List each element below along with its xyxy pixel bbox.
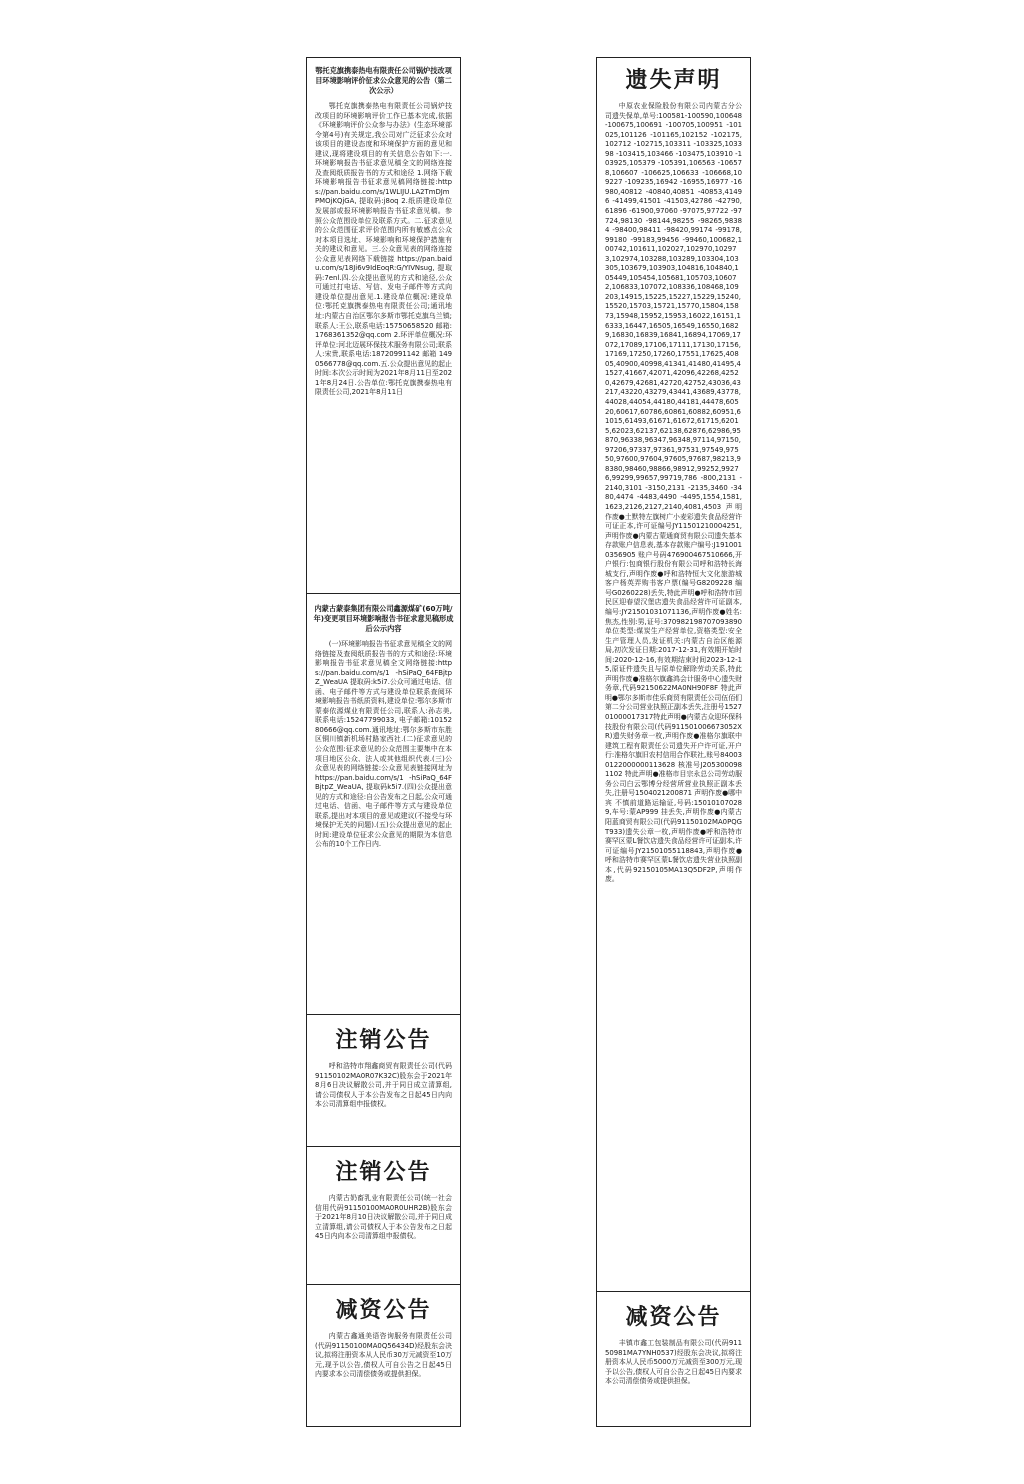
divider (307, 1146, 460, 1147)
divider (307, 593, 460, 594)
notice-environmental-assessment-1 (307, 58, 460, 593)
notice-body: 中原农业保险股份有限公司内蒙古分公司遗失保单,单号:100581-100590,100648 -100675,100691 -100705,100951 -101025,101126 -101165,102152 -102175,102712 -102715,103311 -103325,103398 -103415,103466 -103475,103910 -103925,105379 -105391,106563 -106578,106607 -106625,106633 -106668,109227 -109235,16942 -16955,16977 -16980,40812 -40840,40851 -40853,41496 -41499,41501 -41503,42786 -42790,61896 -61900,97060 -97075,97722 -97724,98130 -98144,98255 -98265,98384 -98400,98411 -98420,99174 -99178,99180 -99183,99456 -99460,100682,100742,101611,102027,102970,102973,102974,103288,103289,103304,103305,103679,103903,104816,104840,105449,105454,105681,105703,106072,106833,107072,108336,108468,109203,14915,15225,15227,15229,15240,15520,15703,15721,15770,15804,15873,15948,15952,15953,16022,16151,16333,16447,16505,16549,16550,16829,16830,16839,16841,16894,17069,17072,17089,17106,17111,17130,17156,17169,17250,17260,17551,17625,40805,40900,40998,41341,41480,41495,41527,41667,42071,42096,42268,42520,42679,42681,42720,42752,43036,43217,43220,43279,43441,43689,43778,44028,44054,44180,44181,44478,60520,60617,60786,60861,60882,60951,61015,61493,61671,61672,61715,62015,62023,62137,62138,62876,62986,95870,96338,96347,96348,97114,97150,97206,97337,97361,97531,97549,97550,97600,97604,97605,97687,98213,98380,98460,98866,98912,99252,99276,99299,99657,99719,786 -800,2131 -2140,3101 -3150,2131 -2135,3460 -3480,4474 -4483,4490 -4495,1554,1581,1623,2126,2127,2140,4081,4503 声明作废●土默特左旗树广小麦彩遗失食品经营许可证正本,许可证编号JY11501210004251,声明作废●内蒙古蒙通商贸有限公司遗失基本存款账户信息表,基本存款账户编号:J1910010356905 账户号码476900467510666,开户银行:包商银行股份有限公司呼和浩特长海城支行,声明作废●呼和浩特恒大文化旅游城客户杨英弄购书客户票(编号G8209228 编号G0260228)丢失,特此声明●呼和浩特市回民区迎春望汉堡店遗失食品经营许可证副本,编号:JY21501031071136,声明作废●姓名:焦杰,性别:男,证号:370982198707093890 单位类型:煤炭生产经营单位,资格类型:安全生产管理人员,发证机关:内蒙古自治区能源局,初次发证日期:2017-12-31,有效期开始时间:2020-12-16,有效期结束时间2023-12-15,原证件遗失且与原单位解除劳动关系,特此声明作废●准格尔旗鑫鸿会计服务中心遗失财务章,代码92150622MA0NH90F8F 特此声明●鄂尔多斯市佳乐商贸有限责任公司伍佰们第二分公司营业执照正副本丢失,注册号152701000017317特此声明●内蒙古众迎环保科技股份有限公司(代码911501006673052XR)遗失财务章一枚,声明作废●准格尔旗联中建筑工程有限责任公司遗失开户许可证,开户行:准格尔旗旧农村信用合作联社,账号840030122000000113628 核准号J2053000981102 特此声明●准格市目宗永总公司劳动服务公司白云鄂博分经营所营业执照正副本丢失,注册号1504021200871 声明作废●哪中宾 不慎前道路运输证,号码:150101070289,车号:蒙AP999 挂丢失,声明作废●内蒙古阳蓝商贸有限公司(代码91150102MA0PQGT933)遗失公章一枚,声明作废●呼和浩特市赛罕区蒙L餐饮店遗失食品经营许可证副本,许可证编号JY21501055118843,声明作废●呼和浩特市赛罕区蒙L餐饮店遗失营业执照副本,代码92150105MA13Q5DF2P,声明作废。 (605, 102, 742, 884)
notice-body: 鄂托克旗携泰热电有限责任公司锅炉技改项目的环境影响评价工作已基本完成,依据《环境影响评价公众参与办法》(生态环境部令第4号)有关规定,我公司对广泛征求公众对该项目的建设态度和环境保护方面的意见和建议,现将建设项目的有关信息公告如下:一.环境影响报告书征求意见稿全文的网络连接及查阅纸质报告书的方式和途径 1.网络下载环境影响报告书征求意见稿网络链接:https://pan.baidu.com/s/1WLIJU.LA2TmDJmPMOjKQjGA, 提取码:j8oq 2.纸质建设单位发展部或报环境影响报告书征求意见稿。参照公众范围设单位及联系方式。二.征求意见的公众范围征求评价范围内所有敏感点公众对本项目选址、环境影响和环境保护措施有关的建议和意见。三.公众意见表的网络连接公众意见表网络下载链接 https://pan.baidu.com/s/18Ji6v9IdEoqR:G/YIVNsug, 提取码:7enl.四.公众提出意见的方式和途径,公众可通过打电话、写信、发电子邮件等方式向建设单位提出意见.1.建设单位概况:建设单位:鄂托克旗携泰热电有限责任公司;通讯地址:内蒙古自治区鄂尔多斯市鄂托克旗乌兰镇;联系人:王公,联系电话:15750658520 邮箱:1768361352@qq.com 2.环评单位概况:环评单位:河北迈展环保技术服务有限公司;联系人:宋贵,联系电话:18720991142 邮箱 1490566778@qq.com.五.公众提出意见的起止时间:本次公示时间为2021年8月11日至2021年8月24日.公告单位:鄂托克旗携泰热电有限责任公司,2021年8月11日 (315, 102, 452, 397)
notice-capital-reduction-2 (597, 1293, 750, 1426)
notice-capital-reduction-1 (307, 1286, 460, 1426)
notice-body: 内蒙古奶畜乳业有限责任公司(统一社会信用代码91150100MA0R0UHR2B)股东会于2021年8月10日决议解散公司,并于同日成立清算组,请公司债权人于本公告发布之日起45日内向本公司清算组申报债权。 (315, 1194, 452, 1241)
left-column (306, 57, 461, 1427)
notice-deregistration-2 (307, 1148, 460, 1284)
divider (597, 1291, 750, 1292)
divider (307, 1284, 460, 1285)
notice-title: 减资公告 (625, 1304, 722, 1330)
notice-body: 呼和浩特市翔鑫商贸有限责任公司(代码 91150102MA0R07K32C)股东会于2021年8月6日决议解散公司,并于同日成立清算组,请公司债权人于本公告发布之日起45日内向本公司清算组申报债权。 (315, 1062, 452, 1109)
notice-title: 遗失声明 (625, 67, 722, 93)
notice-title: 内蒙古蒙泰集团有限公司鑫源煤矿(60万吨/年)变更项目环境影响报告书征求意见稿形成后公示内容 (313, 604, 454, 633)
divider (307, 1014, 460, 1015)
notice-title: 注销公告 (335, 1159, 432, 1185)
notice-body: 丰镇市鑫工包装制品有限公司(代码91150981MA7YNH0537)经股东会决议,拟将注册资本从人民币5000万元减资至300万元,现予以公告,债权人可自公告之日起45日内要求本公司清偿债务或提供担保。 (605, 1339, 742, 1386)
right-column (596, 57, 751, 1427)
notice-title: 鄂托克旗携泰热电有限责任公司锅炉技改项目环境影响评价征求公众意见的公告（第二次公示） (315, 66, 452, 95)
notice-deregistration-1 (307, 1016, 460, 1146)
notice-title: 减资公告 (335, 1297, 432, 1323)
notice-title: 注销公告 (335, 1027, 432, 1053)
notice-loss-statement (597, 58, 750, 1291)
notice-body: 内蒙古鑫通美语咨询服务有限责任公司(代码91150100MA0Q56434D)经股东会决议,拟将注册资本从人民币30万元减资至10万元,现予以公告,债权人可自公告之日起45日内要求本公司清偿债务或提供担保。 (315, 1332, 452, 1379)
notice-environmental-assessment-2 (307, 596, 460, 1016)
notice-body: (一)环境影响报告书征求意见稿全文的网络链接及查阅纸质报告书的方式和途径:环境影响报告书征求意见稿全文网络链接:https://pan.baidu.com/s/1 -hSiPaQ_64FBjtpZ_WeaUA 提取码:k5i7.公众可通过电话、信函、电子邮件等方式与建设单位联系查阅环境影响报告书纸质资料,建设单位:鄂尔多斯市蒙泰依源煤业有限责任公司,联系人:孙志美,联系电话:15247799033, 电子邮箱:1015280666@qq.com.通讯地址:鄂尔多斯市东胜区铜川镇新机场村路家西社.(二)征求意见的公众范围:征求意见的公众范围主要集中在本项目地区公众、法人或其他组织代表.(三)公众意见表的网络链接:公众意见表链接网址为 https://pan.baidu.com/s/1 -hSiPaQ_64FBjtpZ_WeaUA, 提取码k5i7.(四)公众提出意见的方式和途径:自公告发布之日起,公众可通过电话、信函、电子邮件等方式与建设单位联系,提出对本项目的意见或建议(不接受与环境保护无关的问题).(五)公众提出意见的起止时间:建设单位征求公众意见的期限为本信息公布的10个工作日内. (315, 640, 452, 849)
